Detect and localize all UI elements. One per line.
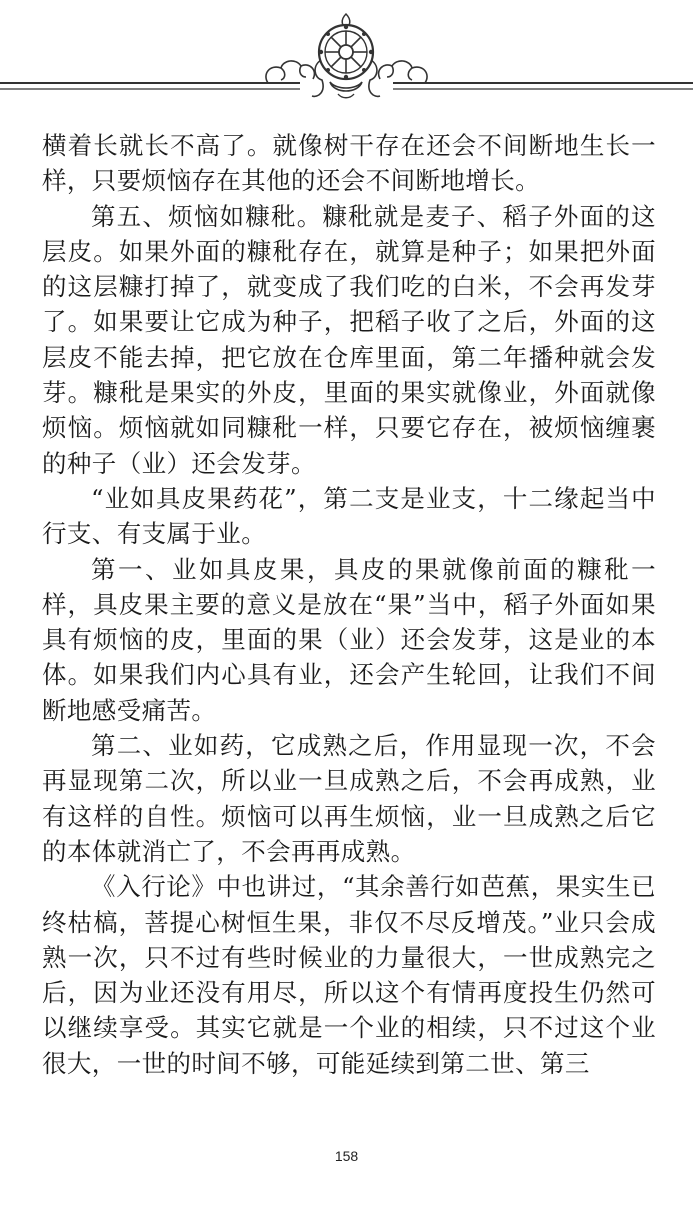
page-number: 158: [334, 1148, 359, 1164]
paragraph: 第一、业如具皮果，具皮的果就像前面的糠秕一样，具皮果主要的意义是放在“果”当中，稻子外面如果具有烦恼的皮，里面的果（业）还会发芽，这是业的本体。如果我们内心具有业，还会产生轮回，让我们不间断地感受痛苦。: [42, 554, 656, 725]
paragraph: 《入行论》中也讲过，“其余善行如芭蕉，果实生已终枯槁，菩提心树恒生果，非仅不尽反增茂。”业只会成熟一次，只不过有些时候业的力量很大，一世成熟完之后，因为业还没有用尽，所以这个有情再度投生仍然可以继续享受。其实它就是一个业的相续，只不过这个业很大，一世的时间不够，可能延续到第二世、第三: [42, 872, 656, 1078]
paragraph: 横着长就长不高了。就像树干存在还会不间断地生长一样，只要烦恼存在其他的还会不间断地增长。: [42, 131, 656, 196]
page-header-ornament: [0, 0, 693, 110]
body-text: [42, 128, 656, 1081]
paragraph: “业如具皮果药花”，第二支是业支，十二缘起当中行支、有支属于业。: [42, 483, 656, 549]
dharma-wheel-ornament-icon: [0, 0, 693, 110]
paragraph: 第二、业如药，它成熟之后，作用显现一次，不会再显现第二次，所以业一旦成熟之后，不会再成熟，业有这样的自性。烦恼可以再生烦恼，业一旦成熟之后它的本体就消亡了，不会再再成熟。: [42, 731, 656, 866]
paragraph: 第五、烦恼如糠秕。糠秕就是麦子、稻子外面的这层皮。如果外面的糠秕存在，就算是种子；如果把外面的这层糠打掉了，就变成了我们吃的白米，不会再发芽了。如果要让它成为种子，把稻子收了之后，外面的这层皮不能去掉，把它放在仓库里面，第二年播种就会发芽。糠秕是果实的外皮，里面的果实就像业，外面就像烦恼。烦恼就如同糠秕一样，只要它存在，被烦恼缠裹的种子（业）还会发芽。: [42, 201, 656, 478]
